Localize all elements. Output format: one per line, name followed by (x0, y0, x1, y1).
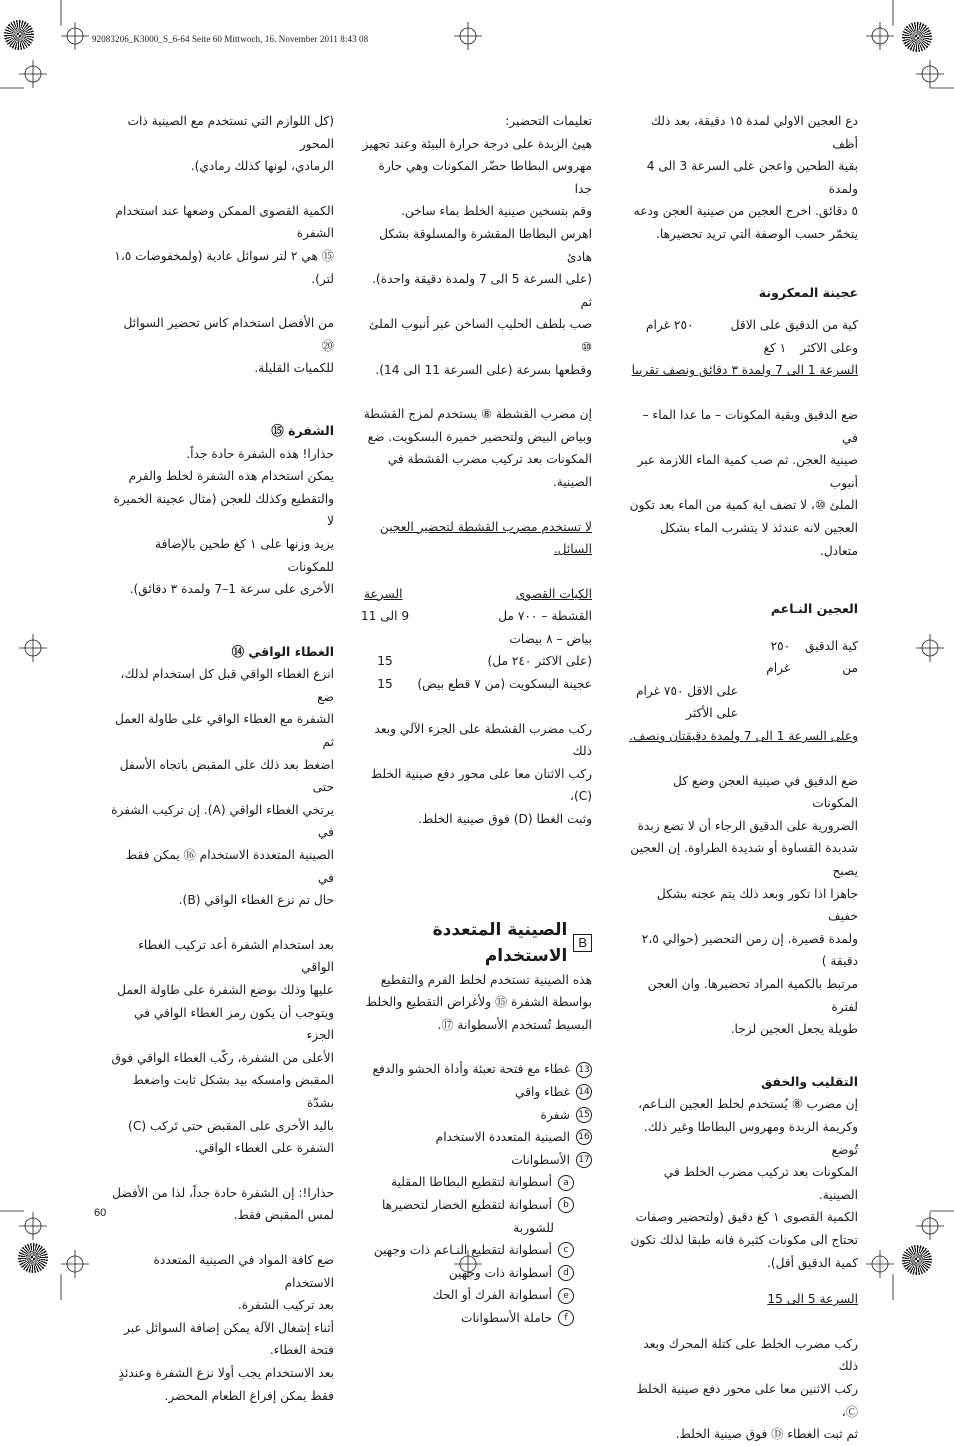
blade-instructions: حذارا! هذه الشفرة حادة جداً. يمكن استخدام هذه الشفرة لخلط والفرم والتقطيع وكذلك للعجن (مثال عجينة الخميرة لا يزيد وزنها على ١ كغ طحين بالإضافة للمكونات الأخرى على سرعة 1–7 ولمدة ٣ دقائق). (113, 446, 334, 597)
list-item: 17 الأسطوانات (360, 1149, 592, 1172)
list-item: 16 الصينية المتعددة الاستخدام (360, 1126, 592, 1149)
soft-speed: وعلى السرعة 1 الى 7 ولمدة دقيقتان ونصف. (629, 729, 858, 744)
mixing-speed: السرعة 5 الى 15 (767, 1292, 858, 1307)
pasta-quantity-row: وعلى الاكثر ١ كغ (763, 340, 858, 355)
column-right (626, 110, 858, 1446)
list-item: b أسطوانة لتقطيع الخضار لتحضيرها (360, 1194, 592, 1217)
list-item: للشوربة (513, 1220, 554, 1235)
max-quantity-note: الكمية القصوى الممكن وضعها عند استخدام الشفرة ⑮ هي ٢ لتر سوائل عادية (ولمخفوضات ١،٥ لتر). (114, 203, 334, 286)
parts-list (360, 1058, 592, 1329)
whisk-warning: لا تستخدم مضرب القشطة لتحضير العجين السائل. (379, 519, 592, 557)
pasta-dough-heading: عجينة المعكرونة (758, 284, 858, 300)
soft-dough-instructions: ضع الدقيق في صينية العجن وضع كل المكونات الضرورية على الدقيق الرجاء أن لا تضع زبدة شديدة القساوة أو شديدة الطراوة. إن العجين يصبح جاهزا اذا تكور وبعد ذلك يتم عجنه بشكل خفيف ولمدة قصيرة. إن زمن التحضير (حوالي ٢،٥ دقيقة ) مرتبط بالكمية المراد تحضيرها. وان العجن لفترة طويلة يجعل العجين لزجا. (630, 773, 858, 1037)
pasta-speed: السرعة 1 الى 7 ولمدة ٣ دقائق ونصف تقريبا (631, 363, 858, 378)
soft-quantity-row: على الاقل ٧٥٠ غرام (636, 683, 738, 698)
list-item: e أسطوانة الفرك أو الحك (360, 1284, 592, 1307)
list-item: c أسطوانة لتقطيع النـاعم ذات وجهين (360, 1239, 592, 1262)
table-row: بياض – ٨ بيضات (509, 631, 592, 646)
mixing-assembly: ركب مضرب الخلط على كتلة المحرك وبعد ذلك ركب الاثنين معا على محور دفع صينية الخلط Ⓒ، ثم ثبت الغطاء Ⓓ فوق صينية الخلط. (636, 1336, 858, 1442)
list-item: d أسطوانة ذات وجهين (360, 1262, 592, 1285)
mixing-heading: التقليب والخفق (761, 1073, 858, 1089)
multipurpose-bowl-heading: B الصينية المتعددة الاستخدام (360, 917, 592, 969)
protective-cover-instructions: انزع الغطاء الواقي قبل كل استخدام لذلك، ضع الشفرة مع الغطاء الواقي على طاولة العمل ثم اضغط بعد ذلك على المقبض باتجاه الأسفل حتى يرتخي الغطاء الواقي (A). إن تركيب الشفرة في الصينية المتعددة الاستخدام ⑯ يمكن فقط في حال تم نزع الغطاء الواقي (B). (111, 667, 334, 908)
pasta-quantity-row: كية من الدقيق على الاقل ٢٥٠ غرام (646, 318, 858, 333)
column-left (108, 110, 334, 1407)
page-number: 60 (94, 1207, 107, 1219)
list-item: f حاملة الأسطوانات (360, 1307, 592, 1330)
list-item: 15 شفرة (360, 1104, 592, 1127)
section-label-b: B (573, 934, 592, 952)
multipurpose-bowl-intro: هذه الصينية تستخدم لخلط الفرم والتقطيع بواسطة الشفرة ⑮ ولأغراض التقطيع والخلط البسيط تُستخدم الأسطوانة ⑰. (365, 972, 592, 1032)
soft-dough-heading: العجين النـاعم (770, 601, 858, 617)
table-row: القشطة – ٧٠٠ مل 9 الى 11 (360, 609, 592, 624)
accessories-note: (كل اللوازم التي تستخدم مع الصينية ذات المحور الرمادي، لونها كذلك رمادي). (127, 114, 334, 174)
kneading-intro: دع العجين الاولي لمدة ١٥ دقيقة، بعد ذلك أظف بقية الطحين واعجن على السرعة 3 الى 4 ولمدة ٥ دقائق. اخرج العجين من صينية العجن ودعه يتخمّر حسب الوصفة التي تريد تحضيرها. (633, 114, 858, 241)
soft-quantity-row: كية الدقيق من ٢٥٠ غرام (766, 638, 858, 676)
pasta-instructions: ضع الدقيق وبقية المكونات – ما عدا الماء – في صينية العجن. ثم صب كمية الماء اللازمة عبر أنبوب الملئ ⑩، لا تضف اية كمية من الماء بعد تكون العجين لانه عندئذ لا يتشرب الماء بشكل متعادل. (629, 407, 858, 558)
list-item: a أسطوانة لتقطيع البطاطا المقلية (360, 1171, 592, 1194)
after-use-instructions: بعد استخدام الشفرة أعد تركيب الغطاء الواقي عليها وذلك بوضع الشفرة على طاولة العمل ويتوجب أن يكون رمز الغطاء الواقي في الجزء الأعلى من الشفرة، ركّب الغطاء الواقي فوق المقبض وامسكه بيد بشكل ثابت واضغط بشدّة باليد الأخرى على المقبض حتى تَركب (C) الشفرة على الغطاء الواقي. (111, 937, 334, 1156)
list-item: 13 غطاء مع فتحة تعبئة وأداة الحشو والدفع (360, 1058, 592, 1081)
whisk-quantity-table (360, 583, 592, 696)
protective-cover-heading: الغطاء الواقي ⑭ (231, 643, 334, 659)
whisk-instructions: إن مضرب القشطة ⑧ يستخدم لمزج القشطة وبياض البيض ولتحضير خميرة البسكويت. ضع المكونات بعد تركيب مضرب القشطة في الصينية. (363, 407, 592, 489)
preparation-instructions: تعليمات التحضير: هيئ الزبدة على درجة حرارة البيئة وعند تجهيز مهروس البطاطا حضّر المكونات وهي حارة جدا وقم بتسخين صينية الخلط بماء ساخن. اهرس البطاطا المقشرة والمسلوقة بشكل هادئ (على السرعة 5 الى 7 ولمدة دقيقة واحدة). ثم صب بلطف الحليب الساخن عبر أنبوب الملئ ⑩ وقطعها بسرعة (على السرعة 11 الى 14). (362, 114, 592, 377)
print-header: 92083206_K3000_S_6-64 Seite 60 Mittwoch, 16. November 2011 8:43 08 (92, 34, 369, 44)
mixing-instructions: إن مضرب ⑧ يُستخدم لخلط العجين النـاعم، وكريمة الزبدة ومهروس البطاطا وغير ذلك. تُوضع المكونات بعد تركيب مضرب الخلط في الصينية. الكمية القصوى ١ كغ دقيق (ولتحضير وصفات تحتاج الى مكونات كثيرة فانه طبقا لذلك تكون كمية الدقيق أقل). (630, 1097, 858, 1270)
sharp-blade-warning: حذارا!: إن الشفرة حادة جداً، لذا من الأفضل لمس المقبض فقط. (112, 1185, 334, 1223)
column-middle (360, 110, 592, 1330)
liquid-jug-note: من الأفضل استخدام كاس تحضير السوائل ⑳ للكميات القليلة. (123, 316, 334, 376)
table-header: الكيات القصوى السرعة (364, 586, 592, 601)
blade-heading: الشفرة ⑮ (271, 422, 334, 438)
table-row: (على الاكثر ٢٤٠ مل) 15 (377, 654, 592, 669)
soft-quantity-row: على الأكثر (686, 706, 738, 721)
whisk-assembly: ركب مضرب القشطة على الجزء الآلي وبعد ذلك ركب الاثنان معا على محور دفع صينية الخلط (C)، وثبت الغطا (D) فوق صينية الخلط. (370, 721, 592, 827)
table-row: عجينة البسكويت (من ٧ قطع بيض) 15 (377, 677, 592, 692)
usage-final-instructions: ضع كافة المواد في الصينية المتعددة الاستخدام بعد تركيب الشفرة. أثناء إشغال الآلة يمكن إضافة السوائل عبر فتحة الغطاء. بعد الاستخدام يجب أولا نزع الشفرة وعندئذٍ فقط يمكن إفراغ الطعام المحضر. (118, 1252, 334, 1403)
list-item: 14 غطاء واقي (360, 1081, 592, 1104)
